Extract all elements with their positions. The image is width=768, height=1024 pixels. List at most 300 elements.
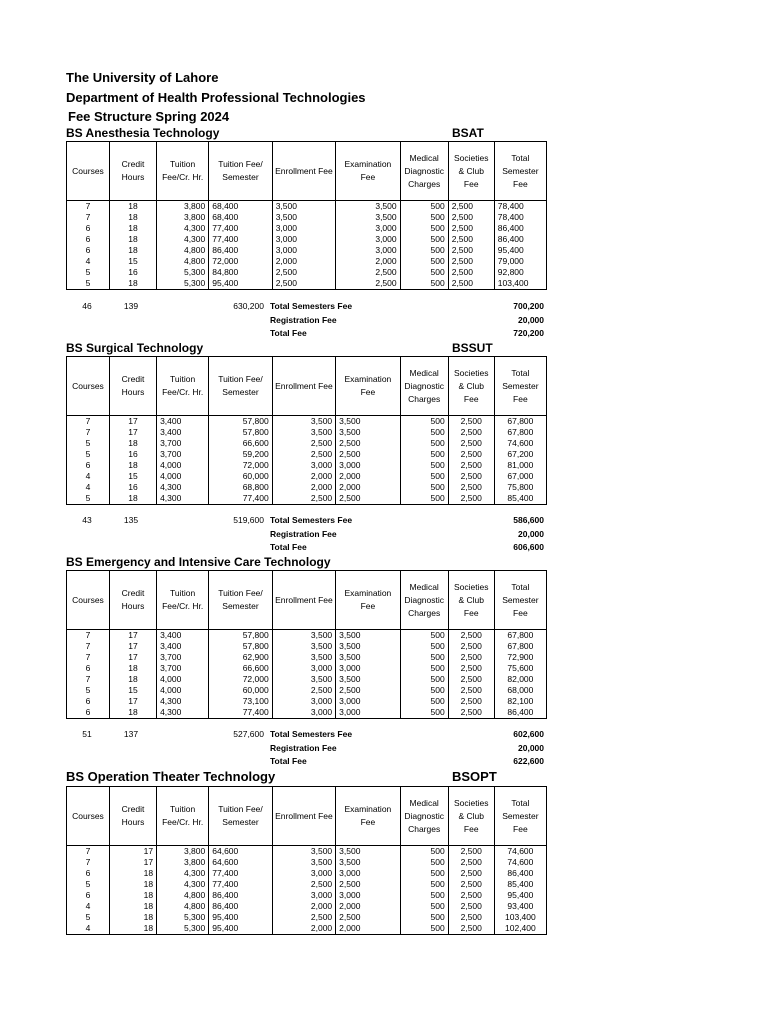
cell-examination: 3,500 [336,416,400,428]
cell-examination: 2,500 [336,267,400,278]
spacer [154,528,205,542]
registration-fee-label: Registration Fee [270,314,337,325]
cell-tuition-semester: 60,000 [209,685,272,696]
cell-enrollment: 2,500 [272,879,335,890]
cell-medical: 500 [400,267,448,278]
cell-courses: 5 [67,879,110,890]
table-header-row [67,571,547,630]
cell-societies: 2,500 [448,256,494,267]
cell-courses: 5 [67,912,110,923]
cell-societies: 2,500 [448,223,494,234]
cell-examination: 3,000 [336,707,400,719]
cell-tuition-semester: 57,800 [209,630,272,642]
cell-tuition-semester: 77,400 [209,707,272,719]
column-header-courses: Courses [67,787,110,846]
fee-table-operation-theater [66,786,547,935]
spacer [108,528,154,542]
cell-medical: 500 [400,630,448,642]
cell-enrollment: 3,500 [272,846,335,858]
total-fee-label: Total Fee [270,756,307,766]
cell-tuition-semester: 77,400 [209,234,272,245]
cell-credit-hours: 18 [109,901,156,912]
cell-total: 78,400 [494,201,546,213]
cell-credit-hours: 17 [109,630,156,642]
cell-credit-hours: 17 [109,641,156,652]
cell-total: 85,400 [494,879,546,890]
cell-enrollment: 3,500 [272,416,335,428]
cell-enrollment: 2,500 [272,912,335,923]
cell-credit-hours: 17 [109,427,156,438]
table-row [67,471,547,482]
cell-medical: 500 [400,868,448,879]
column-header-tuition-per-cr: Tuition Fee/Cr. Hr. [157,142,209,201]
cell-tuition-per-cr: 3,700 [157,652,209,663]
section-code-surgical: BSSUT [452,341,493,355]
cell-credit-hours: 18 [109,493,156,505]
table-row [67,846,547,858]
column-header-medical: Medical Diagnostic Charges [400,357,448,416]
cell-societies: 2,500 [448,685,494,696]
registration-fee-label: Registration Fee [270,742,337,753]
total-fee-label: Total Fee [270,328,307,338]
cell-examination: 2,000 [336,482,400,493]
cell-tuition-per-cr: 4,300 [157,696,209,707]
spacer [205,742,267,756]
cell-medical: 500 [400,416,448,428]
cell-examination: 3,500 [336,201,400,213]
cell-tuition-semester: 68,400 [209,212,272,223]
table-header-row [67,787,547,846]
cell-medical: 500 [400,201,448,213]
column-header-examination: Examination Fee [336,571,400,630]
cell-societies: 2,500 [448,901,494,912]
cell-tuition-semester: 73,100 [209,696,272,707]
table-header-row [67,357,547,416]
spacer [66,755,108,769]
cell-tuition-per-cr: 4,800 [157,901,209,912]
cell-total: 68,000 [494,685,546,696]
column-header-credit-hours: Credit Hours [109,787,156,846]
university-name: The University of Lahore [66,70,219,85]
cell-enrollment: 2,500 [272,685,335,696]
totals-row [66,742,547,756]
table-row [67,630,547,642]
cell-enrollment: 3,000 [272,245,335,256]
column-header-examination: Examination Fee [336,357,400,416]
cell-total: 103,400 [494,912,546,923]
table-row [67,923,547,935]
cell-credit-hours: 17 [109,857,156,868]
cell-tuition-semester: 95,400 [209,912,272,923]
cell-societies: 2,500 [448,267,494,278]
cell-societies: 2,500 [448,416,494,428]
cell-tuition-semester: 60,000 [209,471,272,482]
total-courses: 51 [82,729,92,739]
cell-societies: 2,500 [448,493,494,505]
cell-examination: 3,500 [336,674,400,685]
totals-anesthesia [66,300,547,341]
cell-enrollment: 2,500 [272,493,335,505]
table-row [67,212,547,223]
cell-enrollment: 3,000 [272,868,335,879]
cell-enrollment: 3,500 [272,427,335,438]
fee-table-surgical [66,356,547,505]
cell-credit-hours: 18 [109,278,156,290]
total-semesters-fee-label: Total Semesters Fee [270,515,353,525]
cell-tuition-per-cr: 3,700 [157,449,209,460]
cell-societies: 2,500 [448,879,494,890]
cell-credit-hours: 18 [109,674,156,685]
cell-tuition-semester: 57,800 [209,416,272,428]
section-code-operation-theater: BSOPT [452,769,497,784]
table-row [67,460,547,471]
cell-societies: 2,500 [448,234,494,245]
cell-societies: 2,500 [448,201,494,213]
cell-courses: 7 [67,674,110,685]
cell-enrollment: 3,000 [272,696,335,707]
cell-tuition-semester: 66,600 [209,438,272,449]
cell-credit-hours: 18 [109,212,156,223]
cell-tuition-per-cr: 3,800 [157,846,209,858]
cell-medical: 500 [400,223,448,234]
cell-total: 93,400 [494,901,546,912]
cell-tuition-semester: 57,800 [209,427,272,438]
cell-examination: 3,000 [336,245,400,256]
cell-medical: 500 [400,234,448,245]
cell-societies: 2,500 [448,630,494,642]
spacer [108,314,154,328]
cell-societies: 2,500 [448,278,494,290]
column-header-enrollment: Enrollment Fee [272,787,335,846]
cell-courses: 5 [67,267,110,278]
cell-courses: 4 [67,482,110,493]
cell-medical: 500 [400,879,448,890]
table-row [67,245,547,256]
cell-courses: 6 [67,890,110,901]
cell-examination: 2,500 [336,879,400,890]
cell-tuition-per-cr: 4,300 [157,879,209,890]
cell-courses: 7 [67,212,110,223]
cell-credit-hours: 18 [109,663,156,674]
cell-medical: 500 [400,212,448,223]
cell-enrollment: 2,000 [272,482,335,493]
cell-enrollment: 3,500 [272,630,335,642]
cell-societies: 2,500 [448,707,494,719]
cell-credit-hours: 18 [109,923,156,935]
spacer [66,742,108,756]
column-header-total: Total Semester Fee [494,357,546,416]
cell-courses: 7 [67,630,110,642]
cell-medical: 500 [400,652,448,663]
spacer [154,514,205,528]
cell-tuition-per-cr: 3,800 [157,857,209,868]
cell-medical: 500 [400,857,448,868]
section-code-anesthesia: BSAT [452,126,484,140]
department-name: Department of Health Professional Technologies [66,90,366,105]
cell-credit-hours: 16 [109,267,156,278]
cell-tuition-per-cr: 5,300 [157,278,209,290]
cell-medical: 500 [400,685,448,696]
cell-courses: 4 [67,256,110,267]
cell-medical: 500 [400,674,448,685]
cell-medical: 500 [400,696,448,707]
cell-tuition-per-cr: 3,700 [157,438,209,449]
spacer [205,327,267,341]
cell-tuition-semester: 72,000 [209,674,272,685]
cell-total: 67,000 [494,471,546,482]
cell-total: 86,400 [494,223,546,234]
total-tuition: 519,600 [233,515,264,525]
cell-societies: 2,500 [448,923,494,935]
cell-medical: 500 [400,449,448,460]
column-header-courses: Courses [67,142,110,201]
column-header-examination: Examination Fee [336,142,400,201]
cell-courses: 5 [67,438,110,449]
cell-tuition-semester: 72,000 [209,256,272,267]
registration-fee-label: Registration Fee [270,528,337,539]
cell-courses: 5 [67,493,110,505]
cell-credit-hours: 15 [109,471,156,482]
cell-tuition-per-cr: 3,800 [157,212,209,223]
totals-row [66,327,547,341]
table-row [67,879,547,890]
cell-medical: 500 [400,427,448,438]
cell-total: 67,800 [494,641,546,652]
cell-tuition-per-cr: 4,300 [157,223,209,234]
cell-tuition-per-cr: 5,300 [157,923,209,935]
cell-medical: 500 [400,460,448,471]
cell-total: 86,400 [494,868,546,879]
table-row [67,696,547,707]
table-row [67,890,547,901]
table-row [67,278,547,290]
total-fee-label: Total Fee [270,542,307,552]
table-row [67,674,547,685]
column-header-credit-hours: Credit Hours [109,357,156,416]
cell-societies: 2,500 [448,652,494,663]
cell-total: 81,000 [494,460,546,471]
column-header-tuition-semester: Tuition Fee/ Semester [209,571,272,630]
cell-societies: 2,500 [448,212,494,223]
cell-total: 86,400 [494,234,546,245]
cell-courses: 5 [67,278,110,290]
totals-row [66,514,547,528]
cell-societies: 2,500 [448,696,494,707]
cell-societies: 2,500 [448,641,494,652]
column-header-enrollment: Enrollment Fee [272,142,335,201]
column-header-medical: Medical Diagnostic Charges [400,787,448,846]
cell-total: 74,600 [494,857,546,868]
totals-surgical [66,514,547,555]
totals-emergency [66,728,547,769]
spacer [66,327,108,341]
table-row [67,234,547,245]
registration-fee-value: 20,000 [518,742,544,753]
spacer [154,728,205,742]
cell-tuition-semester: 64,600 [209,846,272,858]
cell-courses: 6 [67,245,110,256]
spacer [205,755,267,769]
cell-tuition-per-cr: 3,400 [157,630,209,642]
cell-enrollment: 3,500 [272,652,335,663]
total-semesters-fee-value: 602,600 [513,729,544,739]
totals-row [66,728,547,742]
cell-medical: 500 [400,641,448,652]
registration-fee-value: 20,000 [518,528,544,539]
spacer [205,541,267,555]
cell-societies: 2,500 [448,663,494,674]
cell-courses: 6 [67,223,110,234]
total-fee-value: 606,600 [513,542,544,552]
cell-enrollment: 3,000 [272,890,335,901]
fee-structure-title: Fee Structure Spring 2024 [68,109,230,124]
cell-courses: 4 [67,923,110,935]
cell-courses: 6 [67,234,110,245]
cell-enrollment: 2,000 [272,901,335,912]
cell-total: 75,600 [494,663,546,674]
cell-societies: 2,500 [448,427,494,438]
spacer [66,314,108,328]
cell-examination: 2,500 [336,278,400,290]
cell-tuition-semester: 64,600 [209,857,272,868]
cell-courses: 7 [67,652,110,663]
table-row [67,652,547,663]
cell-tuition-per-cr: 5,300 [157,912,209,923]
table-row [67,868,547,879]
cell-tuition-per-cr: 3,800 [157,201,209,213]
spacer [205,314,267,328]
cell-credit-hours: 18 [109,868,156,879]
cell-courses: 7 [67,427,110,438]
cell-tuition-semester: 77,400 [209,879,272,890]
cell-credit-hours: 15 [109,256,156,267]
total-semesters-fee-value: 586,600 [513,515,544,525]
cell-total: 78,400 [494,212,546,223]
cell-medical: 500 [400,256,448,267]
column-header-tuition-semester: Tuition Fee/ Semester [209,787,272,846]
cell-societies: 2,500 [448,460,494,471]
cell-tuition-per-cr: 4,300 [157,234,209,245]
cell-medical: 500 [400,493,448,505]
cell-total: 74,600 [494,846,546,858]
cell-tuition-semester: 77,400 [209,493,272,505]
spacer [154,755,205,769]
total-courses: 46 [82,301,92,311]
table-row [67,482,547,493]
cell-courses: 7 [67,857,110,868]
cell-courses: 6 [67,460,110,471]
cell-examination: 3,000 [336,460,400,471]
cell-medical: 500 [400,846,448,858]
cell-societies: 2,500 [448,482,494,493]
cell-courses: 5 [67,685,110,696]
fee-table-emergency [66,570,547,719]
spacer [154,300,205,314]
cell-enrollment: 2,500 [272,449,335,460]
total-credit-hours: 139 [123,301,139,311]
cell-courses: 6 [67,868,110,879]
cell-societies: 2,500 [448,438,494,449]
cell-tuition-per-cr: 4,300 [157,868,209,879]
cell-courses: 7 [67,846,110,858]
cell-credit-hours: 18 [109,890,156,901]
column-header-total: Total Semester Fee [494,571,546,630]
column-header-tuition-per-cr: Tuition Fee/Cr. Hr. [157,787,209,846]
spacer [66,528,108,542]
cell-societies: 2,500 [448,471,494,482]
column-header-enrollment: Enrollment Fee [272,571,335,630]
cell-credit-hours: 17 [109,652,156,663]
cell-examination: 2,000 [336,256,400,267]
cell-medical: 500 [400,912,448,923]
table-row [67,857,547,868]
table-row [67,416,547,428]
spacer [66,541,108,555]
column-header-courses: Courses [67,357,110,416]
cell-enrollment: 3,000 [272,234,335,245]
cell-medical: 500 [400,471,448,482]
section-title-operation-theater: BS Operation Theater Technology [66,769,276,784]
column-header-credit-hours: Credit Hours [109,142,156,201]
fee-table-anesthesia [66,141,547,290]
totals-row [66,528,547,542]
cell-courses: 6 [67,696,110,707]
totals-row [66,541,547,555]
cell-tuition-semester: 86,400 [209,901,272,912]
cell-tuition-per-cr: 3,700 [157,663,209,674]
cell-medical: 500 [400,663,448,674]
cell-tuition-semester: 95,400 [209,923,272,935]
cell-courses: 7 [67,641,110,652]
cell-societies: 2,500 [448,245,494,256]
spacer [108,755,154,769]
cell-tuition-per-cr: 4,300 [157,482,209,493]
spacer [154,327,205,341]
table-row [67,223,547,234]
cell-examination: 2,000 [336,471,400,482]
cell-tuition-semester: 77,400 [209,223,272,234]
cell-total: 82,100 [494,696,546,707]
cell-tuition-per-cr: 3,400 [157,427,209,438]
column-header-courses: Courses [67,571,110,630]
cell-examination: 3,500 [336,630,400,642]
cell-credit-hours: 18 [109,460,156,471]
cell-total: 85,400 [494,493,546,505]
cell-total: 75,800 [494,482,546,493]
column-header-tuition-per-cr: Tuition Fee/Cr. Hr. [157,571,209,630]
cell-courses: 6 [67,707,110,719]
table-row [67,427,547,438]
cell-examination: 3,500 [336,857,400,868]
cell-total: 82,000 [494,674,546,685]
cell-credit-hours: 18 [109,234,156,245]
table-row [67,641,547,652]
spacer [154,314,205,328]
cell-enrollment: 2,000 [272,923,335,935]
column-header-medical: Medical Diagnostic Charges [400,142,448,201]
cell-tuition-semester: 66,600 [209,663,272,674]
cell-enrollment: 2,500 [272,267,335,278]
spacer [154,742,205,756]
cell-tuition-semester: 68,400 [209,201,272,213]
table-row [67,912,547,923]
spacer [205,528,267,542]
cell-credit-hours: 18 [109,201,156,213]
total-semesters-fee-label: Total Semesters Fee [270,301,353,311]
cell-examination: 2,500 [336,449,400,460]
cell-total: 72,900 [494,652,546,663]
cell-courses: 7 [67,201,110,213]
